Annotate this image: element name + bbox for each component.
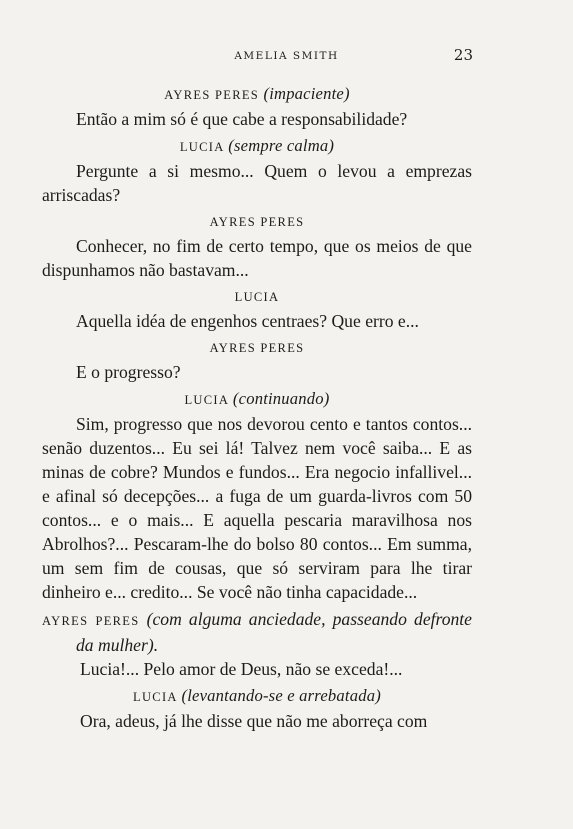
speaker-name: LUCIA [234, 290, 280, 304]
running-head [0, 46, 573, 66]
speech-paragraph: Ora, adeus, já lhe disse que não me aborreça com [80, 711, 428, 731]
speaker-line [42, 134, 472, 159]
speaker-name: AYRES PERES [164, 88, 260, 102]
stage-direction: (continuando) [232, 389, 330, 408]
speaker-line-inline [42, 607, 472, 657]
running-title: AMELIA SMITH [234, 50, 339, 62]
speaker-name: AYRES PERES [42, 614, 140, 628]
speaker-name: LUCIA [184, 393, 229, 407]
speech-paragraph: Então a mim só é que cabe a responsabilidade? [76, 109, 408, 129]
speaker-name: LUCIA [179, 140, 224, 154]
stage-direction: (sempre calma) [228, 136, 335, 155]
speaker-name: AYRES PERES [209, 215, 305, 229]
page-number: 23 [453, 46, 473, 64]
play-text [42, 82, 472, 736]
speaker-line [42, 285, 472, 309]
speaker-name: AYRES PERES [209, 341, 305, 355]
speaker-line [42, 336, 472, 360]
speaker-name: LUCIA [133, 690, 178, 704]
speaker-line [42, 82, 472, 107]
speaker-line [42, 387, 472, 412]
stage-direction: (levantando-se e arrebatada) [181, 686, 381, 705]
speaker-line [42, 210, 472, 234]
speech-paragraph: Conhecer, no fim de certo tempo, que os meios de que dispunhamos não bastavam... [42, 236, 472, 280]
speaker-line [42, 684, 472, 709]
speech-paragraph: Lucia!... Pelo amor de Deus, não se exceda!... [80, 659, 403, 679]
speech-paragraph: Pergunte a si mesmo... Quem o levou a emprezas arriscadas? [42, 161, 472, 205]
speech-paragraph: Sim, progresso que nos devorou cento e tantos contos... senão duzentos... Eu sei lá! Talvez nem você saiba... E as minas de cobre? Mundos e fundos... Era negocio infallivel... e afinal só decepções... a fuga de um guarda-livros com 50 contos... e o mais... E aquella pescaria maravilhosa nos Abrolhos?... Pescaram-lhe do bolso 80 contos... Em summa, um sem fim de cousas, que só serviram para lhe tirar dinheiro e... credito... Se você não tinha capacidade... [42, 414, 472, 602]
stage-direction: (impaciente) [263, 84, 350, 103]
stage-direction: (com alguma anciedade, passeando defronte da mulher). [76, 609, 472, 655]
speech-paragraph: Aquella idéa de engenhos centraes? Que erro e... [76, 311, 419, 331]
speech-paragraph: E o progresso? [76, 362, 181, 382]
